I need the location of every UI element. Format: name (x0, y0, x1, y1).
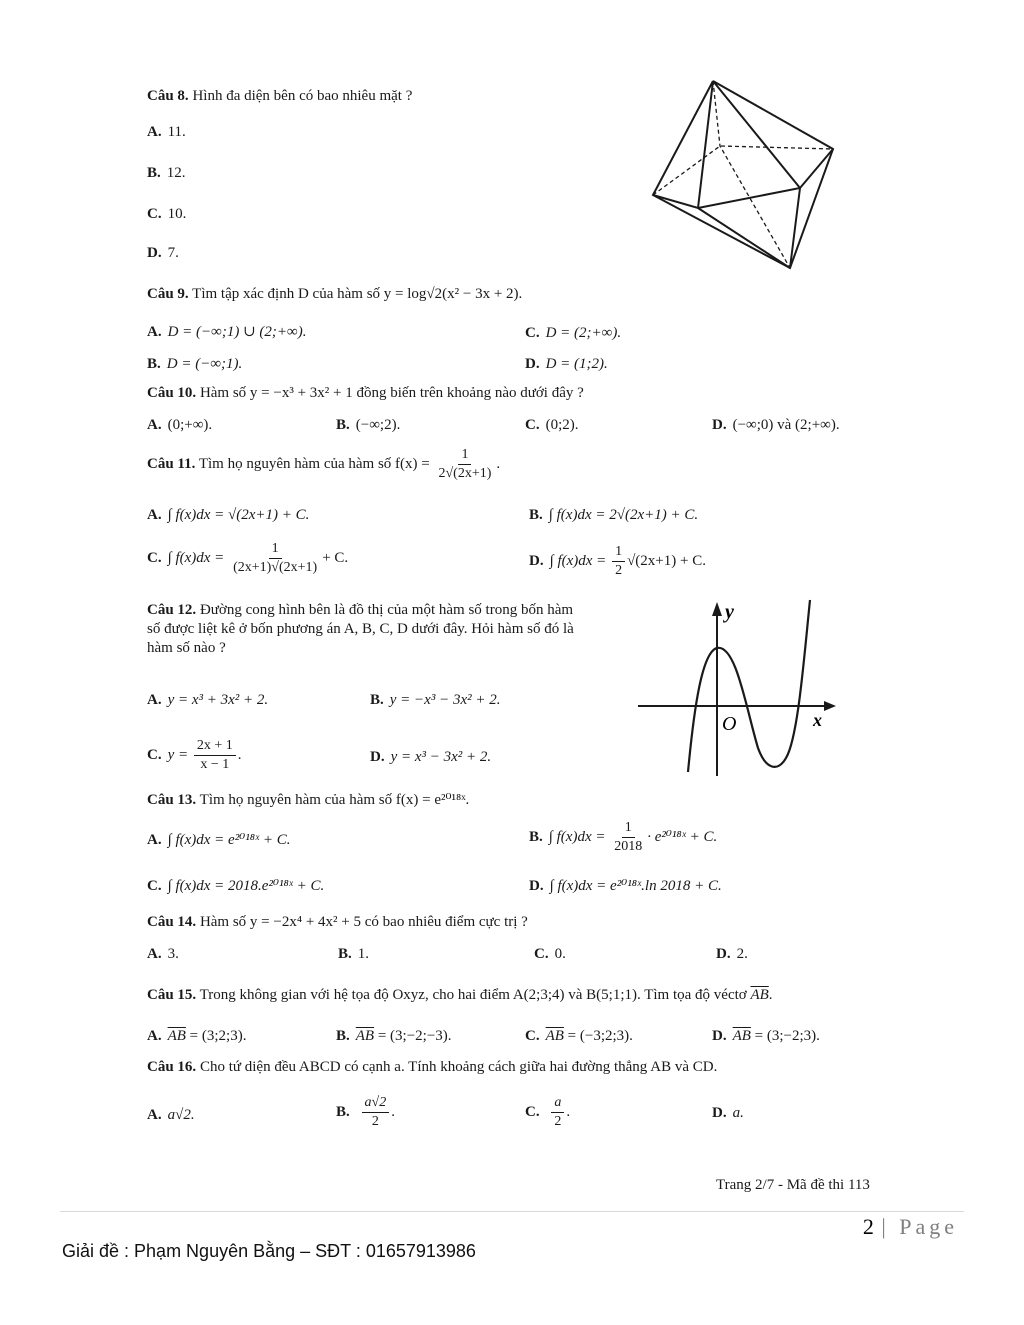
option-c: C. ∫ f(x)dx = 2018.e²⁰¹⁸ˣ + C. (147, 878, 325, 894)
question-13: Câu 13. Tìm họ nguyên hàm của hàm số f(x) = e²⁰¹⁸ˣ. (147, 792, 470, 808)
option-c: C. ∫ f(x)dx = $\frac{1}{(2x+1)√(2x+1)}$ + C. (147, 541, 349, 575)
solver-credit: Giải đề : Phạm Nguyên Bằng – SĐT : 01657913986 (62, 1241, 476, 1261)
polyhedron-figure (650, 78, 840, 273)
option-c: C. $\overline{AB}$ = (−3;2;3). (525, 1028, 633, 1044)
question-16: Câu 16. Cho tứ diện đều ABCD có cạnh a. Tính khoảng cách giữa hai đường thẳng AB và CD. (147, 1059, 718, 1075)
option-a: A. y = x³ + 3x² + 2. (147, 692, 269, 708)
option-b: B. 12. (147, 165, 186, 181)
fraction: $\frac{1}{2√(2x+1)}$ (438, 447, 492, 481)
question-text: Hình đa diện bên có bao nhiêu mặt ? (188, 88, 413, 104)
option-c: C. $\frac{a}{2}$ . (525, 1095, 571, 1129)
option-a: A. $\overline{AB}$ = (3;2;3). (147, 1028, 247, 1044)
option-d: D. 2. (716, 946, 748, 962)
option-d: D. (−∞;0) và (2;+∞). (712, 417, 840, 433)
option-c: C. y = $\frac{2x + 1}{x - 1}$ . (147, 738, 242, 772)
option-a: A. 11. (147, 124, 186, 140)
footer-divider (60, 1211, 964, 1212)
axis-label-x: x (813, 710, 822, 730)
question-15: Câu 15. Trong không gian với hệ tọa độ Oxyz, cho hai điểm A(2;3;4) và B(5;1;1). Tìm tọa độ véctơ $\overline{AB}$. (147, 987, 773, 1003)
option-d: D. ∫ f(x)dx = $\frac{1}{2}$ √(2x+1) + C. (529, 544, 706, 578)
option-a: A. ∫ f(x)dx = e²⁰¹⁸ˣ + C. (147, 832, 291, 848)
option-b: B. $\overline{AB}$ = (3;−2;−3). (336, 1028, 452, 1044)
question-10: Câu 10. Hàm số y = −x³ + 3x² + 1 đồng biến trên khoảng nào dưới đây ? (147, 385, 584, 401)
option-a: A. ∫ f(x)dx = √(2x+1) + C. (147, 507, 310, 523)
option-a: A. a√2. (147, 1107, 195, 1123)
option-a: A. (0;+∞). (147, 417, 213, 433)
option-d: D. 7. (147, 245, 179, 261)
option-c: C. 0. (534, 946, 566, 962)
page-number: 2 | Page (862, 1214, 958, 1239)
option-d: D. a. (712, 1105, 744, 1121)
option-b: B. y = −x³ − 3x² + 2. (370, 692, 501, 708)
option-b: B. ∫ f(x)dx = 2√(2x+1) + C. (529, 507, 699, 523)
question-11: Câu 11. Tìm họ nguyên hàm của hàm số f(x) = $\frac{1}{2√(2x+1)}$ . (147, 447, 501, 481)
question-12: Câu 12. Đường cong hình bên là đồ thị của một hàm số trong bốn hàm số được liệt kê ở bốn phương án A, B, C, D dưới đây. Hỏi hàm số đó là hàm số nào ? (147, 602, 574, 656)
question-label: Câu 8. (147, 88, 189, 104)
exam-code: Trang 2/7 - Mã đề thi 113 (716, 1177, 870, 1193)
question-14: Câu 14. Hàm số y = −2x⁴ + 4x² + 5 có bao nhiêu điểm cực trị ? (147, 914, 528, 930)
option-c: C. D = (2;+∞). (525, 325, 622, 341)
option-c: C. (0;2). (525, 417, 579, 433)
origin-label: O (722, 713, 737, 735)
option-d: D. D = (1;2). (525, 356, 608, 372)
option-b: B. (−∞;2). (336, 417, 401, 433)
option-a: A. 3. (147, 946, 179, 962)
question-8 (147, 88, 412, 105)
option-d: D. $\overline{AB}$ = (3;−2;3). (712, 1028, 820, 1044)
option-d: D. y = x³ − 3x² + 2. (370, 749, 492, 765)
cubic-graph (636, 598, 841, 778)
question-9: Câu 9. Tìm tập xác định D của hàm số y = log√2(x² − 3x + 2). (147, 286, 523, 302)
option-a: A. D = (−∞;1) ∪ (2;+∞). (147, 324, 307, 340)
option-d: D. ∫ f(x)dx = e²⁰¹⁸ˣ.ln 2018 + C. (529, 878, 722, 894)
option-b: B. D = (−∞;1). (147, 356, 243, 372)
option-c: C. 10. (147, 206, 187, 222)
option-b: B. 1. (338, 946, 370, 962)
option-b: B. ∫ f(x)dx = $\frac{1}{2018}$ · e²⁰¹⁸ˣ + C. (529, 820, 718, 854)
option-b: B. $\frac{a√2}{2}$ . (336, 1095, 395, 1129)
axis-label-y: y (725, 601, 734, 623)
